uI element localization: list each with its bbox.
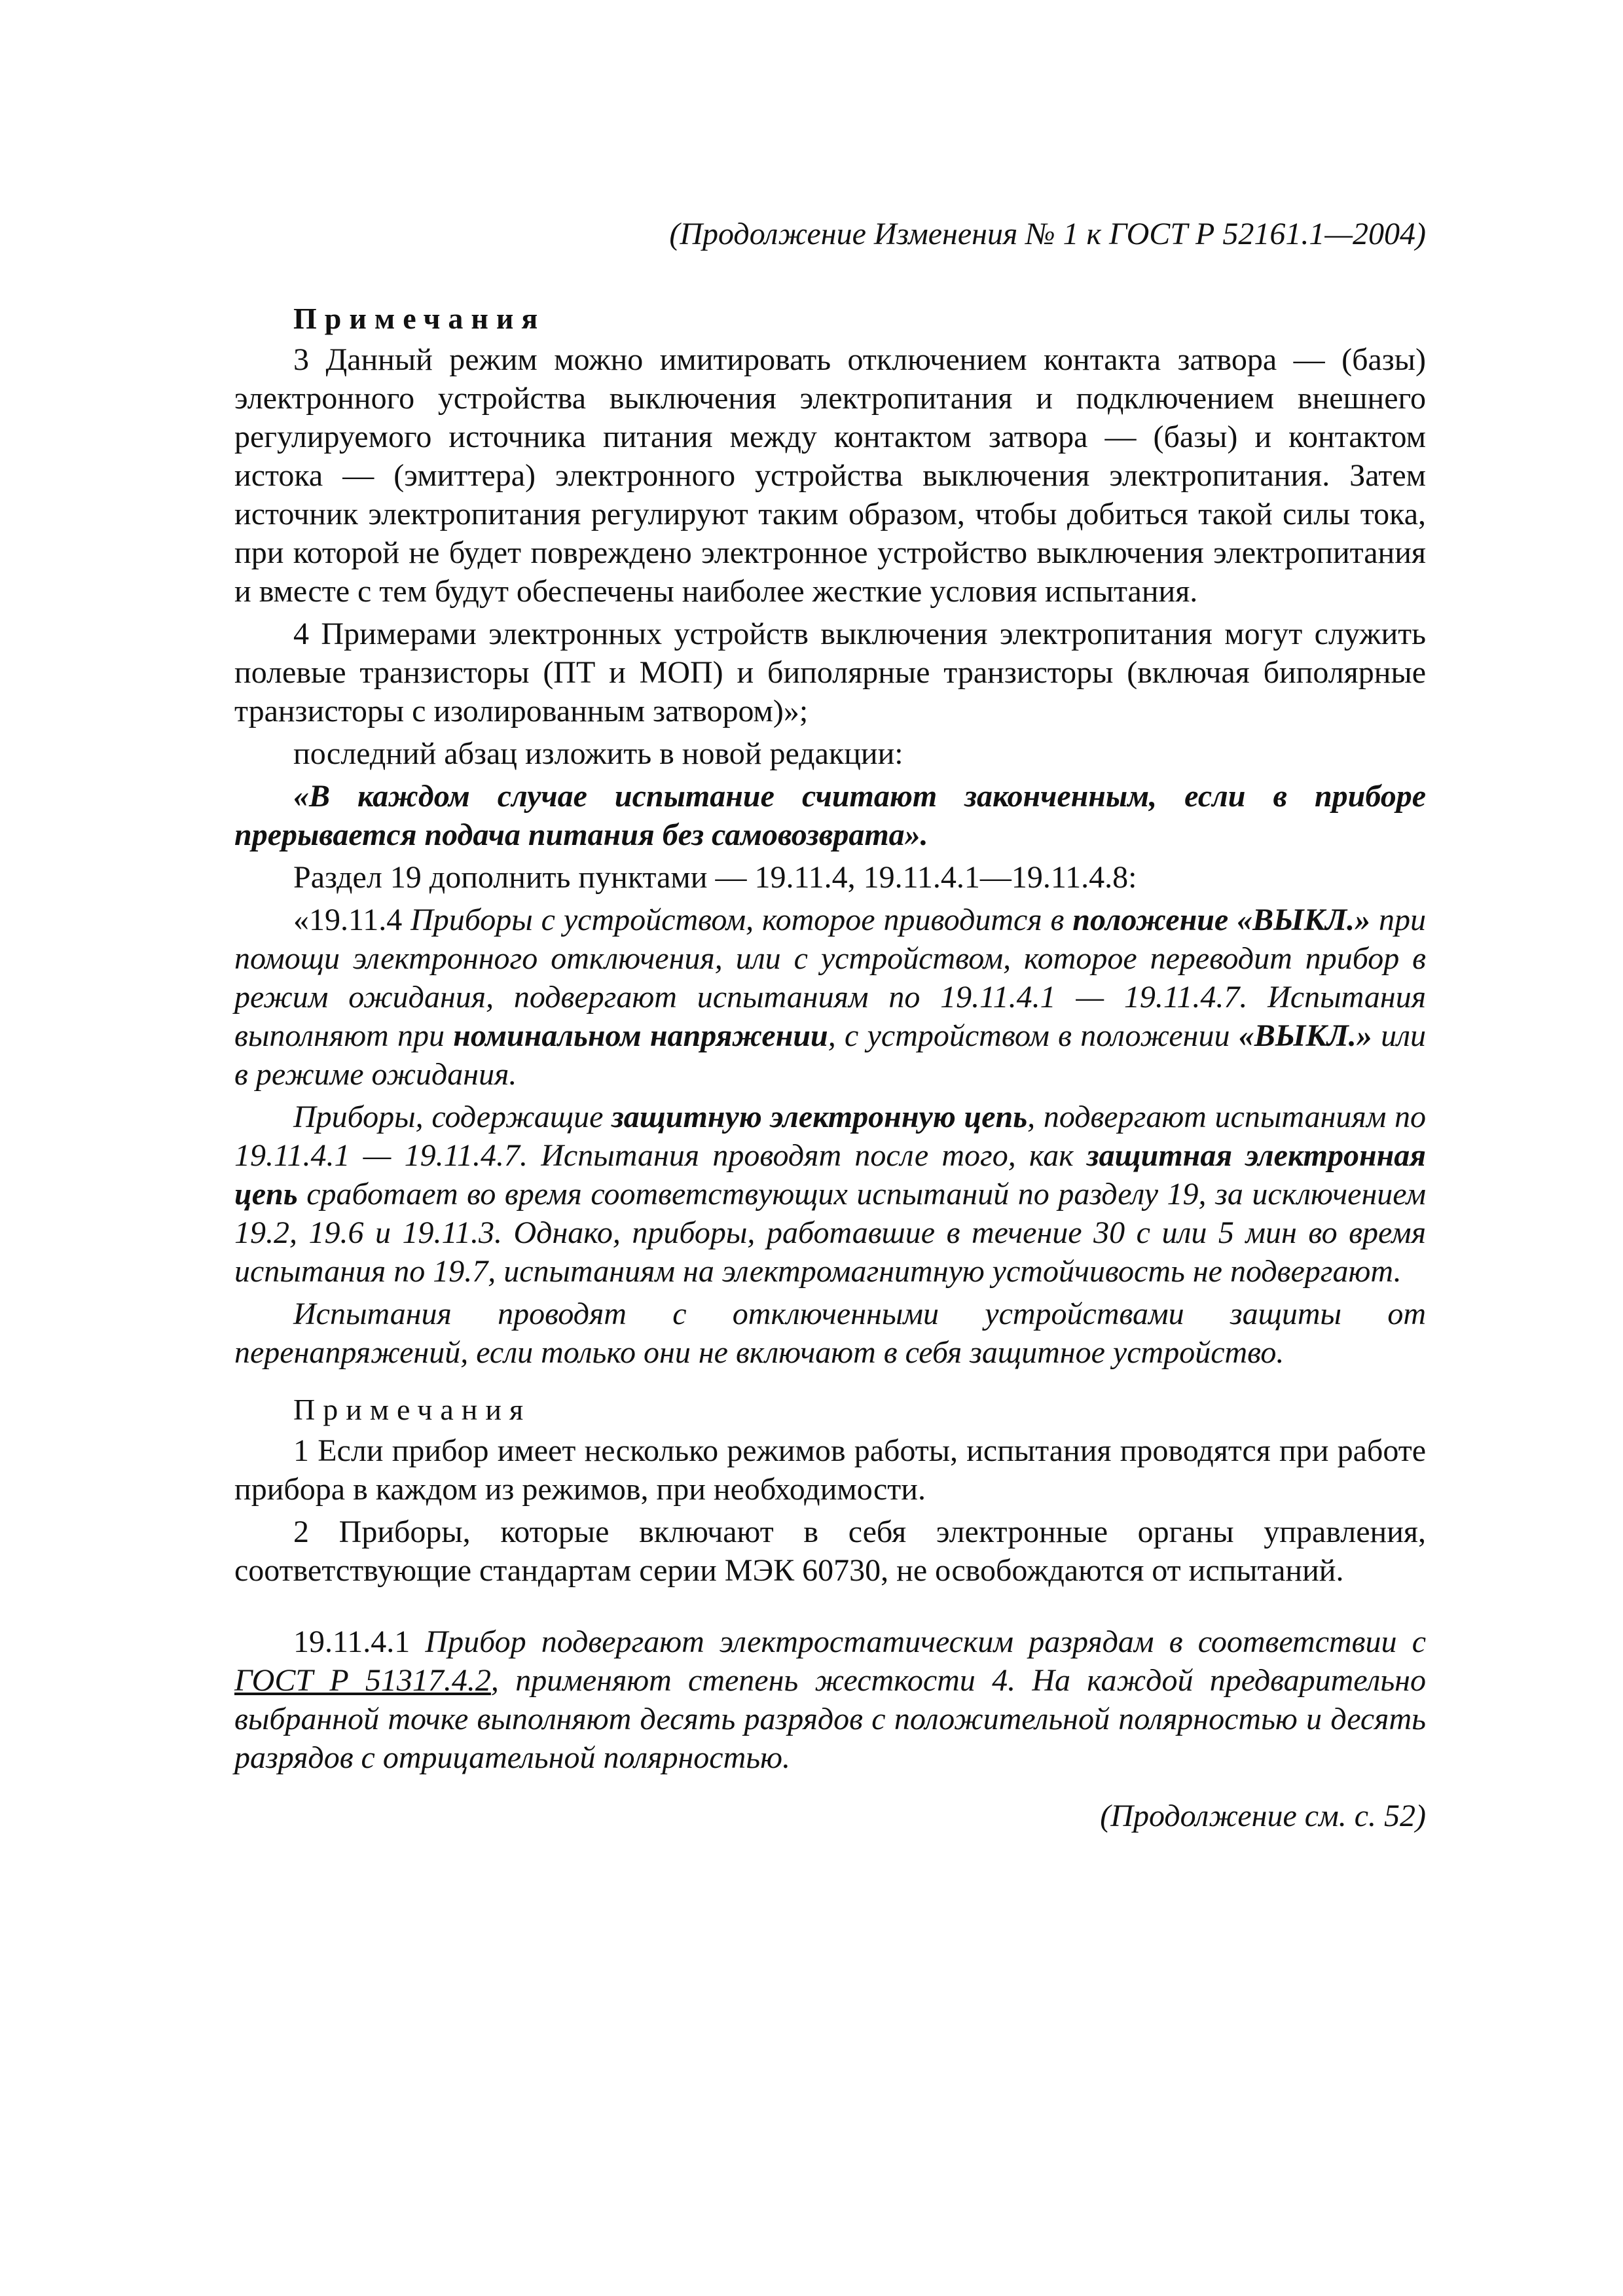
instruction-last-paragraph: последний абзац изложить в новой редакции:: [293, 736, 903, 771]
quoted-text: «В каждом случае испытание считают законченным, если в приборе прерывается подача питания без самовозврата».: [234, 779, 1426, 852]
instruction-section-19: Раздел 19 дополнить пунктами — 19.11.4, 19.11.4.1—19.11.4.8:: [293, 860, 1137, 895]
clause-19-11-4-paragraph-3: Испытания проводят с отключенными устройствами защиты от перенапряжений, если только они не включают в себя защитное устройство.: [234, 1297, 1426, 1370]
standard-reference-link[interactable]: ГОСТ Р 51317.4.2: [234, 1663, 491, 1698]
clause-number: «19.11.4: [293, 903, 403, 937]
notes-heading-2: Примечания: [293, 1393, 532, 1426]
clause-19-11-4: «19.11.4 Приборы с устройством, которое приводится в положение «ВЫКЛ.» при помощи электронного отключения, или с устройством, которое переводит прибор в режим ожидания, подвергают испытаниям по 19.11.4.1 — 19.11.4.7. Испытания выполняют при номинальном напряжении, с устройством в положении «ВЫКЛ.» или в режиме ожидания.: [234, 903, 1427, 1092]
clause-number: 19.11.4.1: [293, 1624, 410, 1659]
continuation-header: (Продолжение Изменения № 1 к ГОСТ Р 52161.1—2004): [669, 217, 1426, 251]
page-content: [234, 215, 1426, 1835]
notes-heading: Примечания: [293, 302, 546, 335]
note-2: 2 Приборы, которые включают в себя электронные органы управления, соответствующие стандартам серии МЭК 60730, не освобождаются от испытаний.: [234, 1515, 1426, 1588]
clause-19-11-4-paragraph-2: Приборы, содержащие защитную электронную цепь, подвергают испытаниям по 19.11.4.1 — 19.11.4.7. Испытания проводят после того, как защитная электронная цепь сработает во время соответствующих испытаний по разделу 19, за исключением 19.2, 19.6 и 19.11.3. Однако, приборы, работавшие в течение 30 с или 5 мин во время испытания по 19.7, испытаниям на электромагнитную устойчивость не подвергают.: [234, 1100, 1427, 1289]
note-3: 3 Данный режим можно имитировать отключением контакта затвора — (базы) электронного устройства выключения электропитания и подключением внешнего регулируемого источника питания между контактом затвора — (базы) и контактом истока — (эмиттера) электронного устройства выключения электропитания. Затем источник электропитания регулируют таким образом, чтобы добиться такой силы тока, при которой не будет повреждено электронное устройство выключения электропитания и вместе с тем будут обеспечены наиболее жесткие условия испытания.: [234, 342, 1426, 609]
continuation-footer: (Продолжение см. с. 52): [1100, 1799, 1426, 1833]
note-1: 1 Если прибор имеет несколько режимов работы, испытания проводятся при работе прибора в каждом из режимов, при необходимости.: [234, 1433, 1426, 1507]
note-4: 4 Примерами электронных устройств выключения электропитания могут служить полевые транзисторы (ПТ и МОП) и биполярные транзисторы (включая биполярные транзисторы с изолированным затвором)»;: [234, 617, 1426, 728]
clause-19-11-4-1: 19.11.4.1 Прибор подвергают электростатическим разрядам в соответствии с ГОСТ Р 51317.4.2, применяют степень жесткости 4. На каждой предварительно выбранной точке выполняют десять разрядов с положительной полярностью и десять разрядов с отрицательной полярностью.: [234, 1624, 1426, 1775]
